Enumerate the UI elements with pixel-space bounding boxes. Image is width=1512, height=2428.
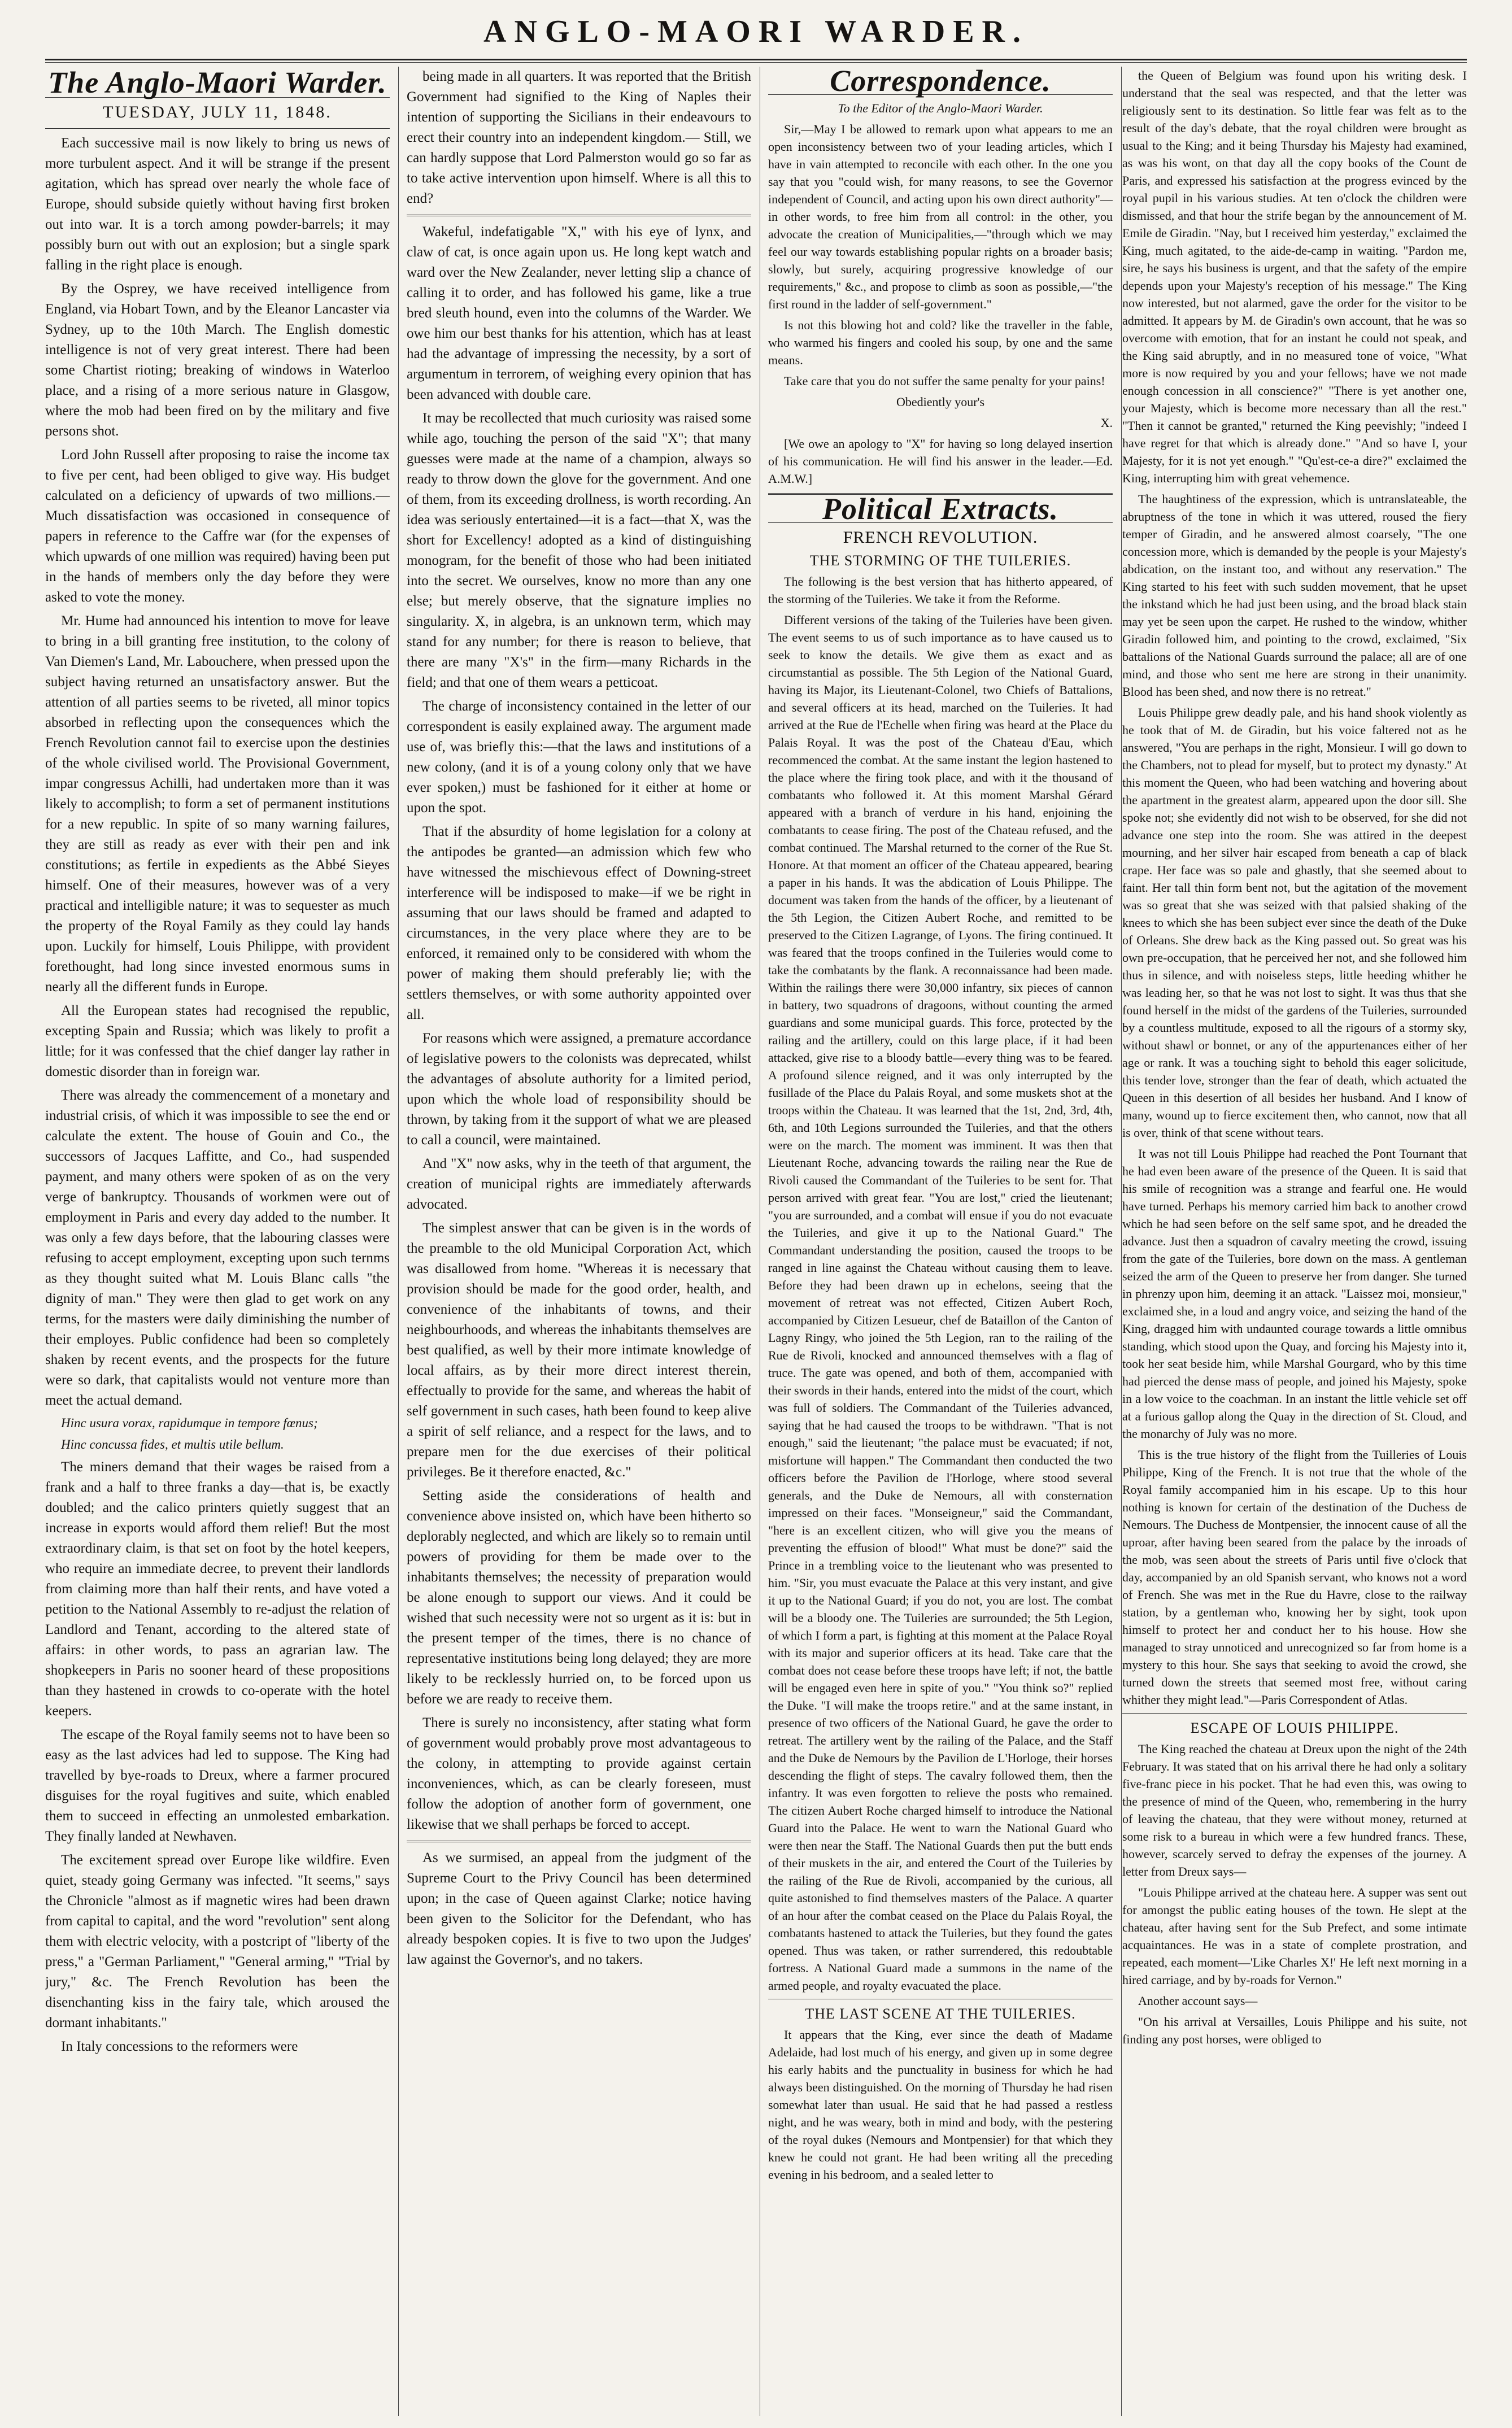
column-separator	[398, 67, 399, 2416]
extract-paragraph: It was not till Louis Philippe had reached the Pont Tournant that he had even been aware of the presence of the Queen. It is said that his smile of recognition was a strange and fearful one. He would have turned. Perhaps his memory carried him back to another crowd which he had seen before on the self same spot, and he dreaded the advance. Just then a squadron of cavalry meeting the crowd, issuing from the gate of the Tuileries, bore down on the mass. A gentleman seized the arm of the Queen to preserve her from danger. She turned in phrenzy upon him, deeming it an attack. "Laissez moi, monsieur," exclaimed she, in a loud and angry voice, and seizing the hand of the King, dragged him with undaunted courage towards a little omnibus standing, which stood upon the Quay, and forcing his Majesty into it, took her seat beside him, while Marshal Gourgard, who by this time had pierced the dense mass of people, and joined his Majesty, spoke in a low voice to the coachman. In an instant the little vehicle set off at a furious gallop along the Quay in the direction of St. Cloud, and the monarchy of July was no more.	[1122, 1147, 1467, 1441]
extract-paragraph: "Louis Philippe arrived at the chateau here. A supper was sent out for amongst the public eating houses of the town. He slept at the chateau, after having sent for the Sub Prefect, and some intimate acquaintances. He was in a state of complete prostration, and repeated, each moment—'Like Charles X!' He left next morning in a hired carriage, and by by-roads for Vernon."	[1122, 1885, 1467, 1987]
extract-paragraph: Different versions of the taking of the Tuileries have been given. The event seems to us of such importance as to have caused us to seek to know the details. We give them as exact and as circumstantial as possible. The 5th Legion of the National Guard, having its Major, its Lieutenant-Colonel, two Chiefs of Battalions, and several officers at its head, marched on the Tuileries. It had arrived at the Rue de l'Echelle when firing was heard at the Place du Palais Royal. It was the post of the Chateau d'Eau, which recommenced the combat. At the same instant the legion hastened to the place where the firing took place, and with it the thousand of combatants who followed it. At this moment Marshal Gérard appeared with a branch of verdure in his hand, enjoining the combatants to cease firing. The post of the Chateau refused, and the combat continued. The Marshal returned to the corner of the Rue St. Honore. At that moment an officer of the Chateau appeared, bearing a paper in his hands. It was the abdication of Louis Philippe. The document was taken from the hands of the officer, by a lieutenant of the 5th Legion, the Citizen Aubert Roche, and remitted to be preserved to the Citizen Lagrange, of Lyons. The firing continued. It was feared that the troops confined in the Tuileries would come to take the combatants by the flank. A reconnaissance had been made. Within the railings there were 30,000 infantry, six pieces of cannon in battery, two squadrons of dragoons, without counting the armed guardians and some municipal guards. This force, protected by the railing and the artillery, could on this large place, if it had been attacked, give rise to a bloody battle—every thing was to be feared. A profound silence reigned, and it was only interrupted by the fusillade of the Place du Palais Royal, and some muskets shot at the troops within the Chateau. It was learned that the 1st, 2nd, 3rd, 4th, 6th, and 10th Legions surrounded the Tuileries, and that the others were on the march. The moment was imminent. It was then that Lieutenant Roche, advancing towards the railing near the Rue de Rivoli caused the Commandant of the Tuileries to be sent for. That person arrived with great fear. "You are lost," cried the lieutenant; "you are surrounded, and a combat will ensue if you do not evacuate the Tuileries, and give it up to the National Guard." The Commandant understanding the position, caused the troops to be ranged in line against the Chateau without causing them to leave. Before they had been drawn up in echelons, seeing that the movement of retreat was not effected, Citizen Aubert Roch, accompanied by Citizen Lesueur, chef de Bataillon of the Canton of Lagny Ringy, who joined the 5th Legion, ran to the railing of the Rue de Rivoli, knocked and announced themselves with a flag of truce. The gate was opened, and both of them, accompanied with their swords in their hands, entered into the midst of the court, which was full of soldiers. The Commandant of the Tuileries advanced, saying that he had caused the troops to be withdrawn. "That is not enough," said the lieutenant; "the palace must be evacuated; if not, misfortune will happen." The Commandant then conducted the two officers before the Pavilion de l'Horloge, where stood several generals, and the Duke de Nemours, all with consternation impressed on their faces. "Monseigneur," said the Commandant, "here is an excellent citizen, who will give you the means of preventing the effusion of blood!" What must be done?" said the Prince in a trembling voice to the lieutenant who was presented to him. "Sir, you must evacuate the Palace at this very instant, and give it up to the National Guard; if you do not, you are lost. The combat will be a bloody one. The Tuileries are surrounded; the 5th Legion, of which I form a part, is fighting at this moment at the Palace Royal with its major and superior officers at its head. Take care that the combat does not cease before these troops have left; if not, the battle will be engaged even here in spite of you." "You think so?" replied the Duke. "I will make the troops retire." and at the same instant, in presence of two officers of the National Guard, he gave the order to retreat. The artillery went by the railing of the Palace, and the Staff and the Duke de Nemours by the Pavilion de L'Horloge, their horses descending the flight of steps. The cavalry followed them, then the infantry. It was even forgotten to relieve the posts who remained. The citizen Aubert Roche charged himself to introduce the National Guard into the Palace. He went to warn the National Guard who were then near the Staff. The National Guards then put the butt ends of their muskets in the air, and entered the Court of the Tuileries by the railing of the Rue de Rivoli, accompanied by the curious, all quite astonished to find themselves masters of the Palace. A quarter of an hour after the combat ceased on the Place du Palais Royal, the combatants hastened to attack the Tuileries, but they found the gates opened. Thus was taken, or rather surrendered, this redoubtable fortress. A National Guard made a summons in the name of the armed people, and royalty evacuated the place.	[768, 613, 1113, 1993]
extract-paragraph: It appears that the King, ever since the death of Madame Adelaide, had lost much of his energy, and given up in some degree his early habits and the punctuality in business for which he had always been distinguished. On the morning of Thursday he had risen somewhat later than usual. He said that he had passed a restless night, and he was weary, both in mind and body, with the pestering of the royal dukes (Nemours and Montpensier) for that which they knew he could not grant. He had been writing all the preceding evening in his bedroom, and a sealed letter to	[768, 2028, 1113, 2182]
article-paragraph: Setting aside the considerations of health and convenience above insisted on, which have been hitherto so deplorably neglected, and which are likely so to remain until powers of providing for them be made over to the inhabitants themselves; the necessity of preparation would be alone enough to support our views. And it could be wished that such necessity were not so urgent as it is: but in the present temper of the times, there is no chance of representative institutions being long delayed; they are more likely to be recklessly hurried on, to be forced upon us before we are ready to receive them.	[407, 1488, 751, 1707]
divider	[407, 215, 751, 216]
masthead: ANGLO-MAORI WARDER.	[483, 14, 1029, 49]
columns	[45, 67, 1467, 2416]
article-paragraph: Mr. Hume had announced his intention to move for leave to bring in a bill granting free institution, to the colony of Van Diemen's Land, Mr. Labouchere, when pressed upon the subject having returned an unsatisfactory answer. But the attention of all parties seems to be riveted, all minor topics absorbed in reflecting upon the consequences which the French Revolution cannot fail to exercise upon the destinies of the whole civilised world. The Provisional Government, impar congressus Achilli, had undertaken more than it was likely to accomplish; to form a set of permanent institutions for a new republic. In spite of so many warning failures, they are still as ready as ever with their pen and ink constitutions; as fertile in expedients as the Abbé Sieyes himself. One of their measures, however was of a very practical and intelligible nature; it was to sequester as much the property of the Royal Family as they could lay hands upon. Luckily for himself, Louis Philippe, with provident forethought, had long since invested enormous sums in nearly all the different funds in Europe.	[45, 613, 390, 995]
extract-paragraph: Another account says—	[1138, 1994, 1258, 2008]
correspondence-heading: Correspondence.	[830, 67, 1051, 98]
masthead-rule-thin	[45, 62, 1467, 63]
editor-note: [We owe an apology to "X" for having so long delayed insertion of his communication. He will find his answer in the leader.—Ed. A.M.W.]	[768, 437, 1113, 486]
column-1	[45, 67, 390, 2416]
letter-paragraph: Sir,—May I be allowed to remark upon what appears to me an open inconsistency between two of your leading articles, which I have in vain attempted to reconcile with each other. In the one you say that you "could wish, for many reasons, to see the Governor independent of Council, and acting upon his own direct authority"—in other words, to free him from all control: in the other, you advocate the creation of Municipalities,—"through which we may feel our way towards establishing popular rights on a broader basis; slowly, but surely, acquiring progressive knowledge of our requirements," &c., and propose to climb as soon as possible,—"the first round in the ladder of self-government."	[768, 122, 1113, 311]
article-paragraph: The miners demand that their wages be raised from a frank and a half to three franks a day—that is, be exactly doubled; and the calico printers quietly suggest that an increase in exports would afford them relief! But the most extraordinary claim, is that set on foot by the hotel keepers, who require an immediate decree, to prevent their landlords from claiming more than half their rents, and have voted a petition to the National Assembly to re-adjust the relation of Landlord and Tenant, according to the altered state of affairs: in other words, to pass an agrarian law. The shopkeepers in Paris no sooner heard of these propositions than they hastened in crowds to co-operate with the hotel keepers.	[45, 1459, 390, 1719]
article-paragraph: The escape of the Royal family seems not to have been so easy as the last advices had led to suppose. The King had travelled by bye-roads to Dreux, where a farmer procured disguises for the royal fugitives and suite, which enabled them to succeed in effecting an unmolested embarkation. They finally landed at Newhaven.	[45, 1727, 390, 1844]
masthead-rule	[45, 59, 1467, 60]
article-paragraph: That if the absurdity of home legislation for a colony at the antipodes be granted—an admission which few who have witnessed the mischievous effect of Downing-street interference will be indisposed to make—if we be right in assuming that our laws should be framed and adapted to circumstances, in the very place where they are to be enforced, it remained only to be considered with whom the power of making them should preferably lie; with the settlers themselves, or with some authority appointed over all.	[407, 824, 751, 1022]
article-paragraph: The simplest answer that can be given is in the words of the preamble to the old Municipal Corporation Act, which was disallowed from home. "Whereas it is necessary that provision should be made for the good order, health, and convenience of the inhabitants of towns, and their neighbourhoods, and whereas the inhabitants themselves are best qualified, as well by their more intimate knowledge of local affairs, as by their more direct interest therein, effectually to provide for the same, and whereas the habit of self government in such cases, hath been found to keep alive a spirit of self reliance, and a respect for the laws, and to prepare men for the due exercises of their political privileges. Be it therefore enacted, &c."	[407, 1220, 751, 1480]
article-paragraph: All the European states had recognised the republic, excepting Spain and Russia; which was likely to profit a little; for it was confessed that the chief danger lay rather in domestic disorder than in foreign war.	[45, 1003, 390, 1079]
article-paragraph: Wakeful, indefatigable "X," with his eye of lynx, and claw of cat, is once again upon us. He long kept watch and ward over the New Zealander, never letting slip a chance of calling it to order, and has followed his game, like a true bred sleuth hound, even into the columns of the Warder. We owe him our best thanks for his attention, which has at least had the advantage of impressing the necessity, by a sort of argumentum in terrorem, of weighing every opinion that has been advanced with double care.	[407, 224, 751, 402]
column-2	[407, 67, 751, 2416]
divider	[407, 1841, 751, 1842]
latin-verse: Hinc usura vorax, rapidumque in tempore fœnus;	[61, 1416, 318, 1430]
article-paragraph: The charge of inconsistency contained in the letter of our correspondent is easily explained away. The argument made use of, was briefly this:—that the laws and institutions of a new colony, (and it is of a young colony only that we have ever spoken,) must be fashioned for it either at home or upon the spot.	[407, 699, 751, 816]
article-paragraph: The excitement spread over Europe like wildfire. Even quiet, steady going Germany was infected. "It seems," says the Chronicle "almost as if magnetic wires had been drawn from capital to capital, and the word "revolution" sent along them with electric velocity, with a postcript of "liberty of the press," a "German Parliament," "General arming," "Trial by jury," &c. The French Revolution has been the disenchanting kiss in the fairy tale, which aroused the dormant inhabitants."	[45, 1852, 390, 2030]
column-separator	[1121, 67, 1122, 2416]
section-subheading: THE LAST SCENE AT THE TUILERIES.	[805, 2006, 1076, 2022]
section-subheading: THE STORMING OF THE TUILERIES.	[809, 552, 1071, 569]
letter-paragraph: Is not this blowing hot and cold? like the traveller in the fable, who warmed his fingers and cooled his soup, by one and the same means.	[768, 318, 1113, 367]
divider	[1122, 1713, 1467, 1714]
article-paragraph: Lord John Russell after proposing to raise the income tax to five per cent, had been obliged to give way. His budget calculated on a deficiency of upwards of two millions.— Much dissatisfaction was occasioned in consequence of papers in reference to the Caffre war (for the expenses of which upwards of one million was required) having been put in the hands of members only the day before they were asked to vote the money.	[45, 447, 390, 605]
divider	[45, 128, 390, 129]
article-paragraph: It may be recollected that much curiosity was raised some while ago, touching the person of the said "X"; that many guesses were made at the name of a champion, always so ready to throw down the glove for the government. And one of them, from its exceeding drollness, is worth recording. An idea was seriously entertained—it is a fact—that X, was the short for Excellency! adopted as a kind of distinguishing monogram, for the benefit of those who had been initiated into the secret. We ourselves, know no more than any one else; but merely observe, that the signature implies no singularity. X, in algebra, is an unknown term, which may stand for any number; for there is reason to believe, that there are many "X's" in the firm—many Richards in the field; and that one of them wears a petticoat.	[407, 411, 751, 690]
extract-paragraph: This is the true history of the flight from the Tuilleries of Louis Philippe, King of the French. It is not true that the whole of the Royal family accompanied him in his escape. Up to this hour nothing is known for certain of the destination of the Duchess de Nemours. The Duchess de Montpensier, the innocent cause of all the uproar, after having been seared from the palace by the inroads of the mob, was seen about the streets of Paris until five o'clock that day, accompanied by an old Spanish servant, who knows not a word of French. She was met in the Rue du Havre, close to the railway station, by a gentleman who, knowing her by sight, took upon himself to protect her and conduct her to his house. How she managed to stray unnoticed and unrecognized so far from home is a mystery to this hour. She says that seeking to avoid the crowd, she turned down the streets that seemed most free, without caring whither they might lead."—Paris Correspondent of Atlas.	[1122, 1448, 1467, 1707]
extract-paragraph: Louis Philippe grew deadly pale, and his hand shook violently as he took that of M. de Giradin, but his voice faltered not as he answered, "You are perhaps in the right, Monsieur. I will go down to the Chambers, not to plead for myself, but to protect my dynasty." At this moment the Queen, who had been watching and hovering about the apartment in the greatest alarm, appeared upon the door sill. She spoke not; she evidently did not wish to be observed, for she did not advance one step into the room. She was attired in the deepest mourning, and her silver hair escaped from beneath a cap of black crape. Her face was so pale and ghastly, that she seemed about to faint. Her tall thin form bent not, but the agitation of the movement was so great that she was seized with that palsied shaking of the knees to which she has been subject ever since the death of the Duke of Orleans. She drew back as the King passed out. So great was his own pre-occupation, that he perceived her not, and she followed him thus in silence, and with noiseless steps, little heeding whither he was leading her, so that he was not lost to sight. It was thus that she found herself in the midst of the gardens of the Tuileries, surrounded by a countless multitude, exposed to all the rigours of a stormy sky, without shawl or bonnet, or any of the appurtenances either of her age or rank. It was a touching sight to behold this eager solicitude, this tender love, stronger than the fear of death, which actuated the Queen in this desertion of all besides her husband. And I know of many, wound up to fierce excitement then, who cannot, now that all is over, think of that scene without tears.	[1122, 705, 1467, 1140]
article-paragraph: There is surely no inconsistency, after stating what form of government would probably prove most advantageous to the colony, in attempting to provide against certain inconveniences, which, as can be clearly foreseen, must follow the adoption of another form of government, one likewise that we shall perhaps be forced to accept.	[407, 1715, 751, 1832]
article-paragraph: being made in all quarters. It was reported that the British Government had signified to the King of Naples their intention of supporting the Sicilians in their endeavours to erect their country into an independent kingdom.— Still, we can hardly suppose that Lord Palmerston would go so far as to take active intervention upon himself. Where is all this to end?	[407, 69, 751, 206]
letter-signoff: Obediently your's	[896, 395, 985, 409]
letter-signature: X.	[1100, 416, 1113, 430]
article-paragraph: There was already the commencement of a monetary and industrial crisis, of which it was impossible to see the end or calculate the extent. The house of Gouin and Co., the successors of Jacques Laffitte, and Co., had suspended payment, and many others were spoken of as on the very verge of bankruptcy. Thousands of workmen were out of employment in Paris and every day added to the number. It was only a few days before, that the labouring classes were refusing to accept employment, excepting upon such ternms as they thought suited what M. Louis Blanc calls "the dignity of man." They were then glad to get work on any terms, for the masters were daily diminishing the number of their employes. Public confidence had been so completely shaken by recent events, and the prospects for the future were so dark, that capitalists would not venture more than meet the actual demand.	[45, 1088, 390, 1408]
extract-paragraph: the Queen of Belgium was found upon his writing desk. I understand that the seal was respected, and that the letter was religiously sent to its destination. So little fear was felt as to the result of the day's debate, that the royal children were brought as usual to the King; and it being Thursday his Majesty had examined, as was his wont, on that day all the copy books of the Count de Paris, and expressed his satisfaction at the progress evinced by the royal pupil in his various studies. At ten o'clock the children were dismissed, and that hour the strife began by the announcement of M. Emile de Giradin. "Nay, but I received him yesterday," exclaimed the King, much agitated, to the aide-de-camp in waiting. "Pardon me, sire, he says his business is urgent, and that the safety of the empire depends upon your Majesty's reception of his message." The King now interested, but not alarmed, gave the order for the visitor to be admitted. It appears by M. de Giradin's own account, that he was so overcome with emotion, that for an instant he could not speak, and the King said abruptly, and in no measured tone of voice, "What more is now required by you and your fellows; have we not made enough concession in all conscience?" "There is yet another one, your Majesty, which is become more necessary than all the rest." "Then it cannot be granted," returned the King peevishly; "indeed I have regret for that which is already done." "And so have I, your Majesty, for it is not yet enough." "Qu'est-ce-a dire?" exclaimed the King, interrupting him with great vehemence.	[1122, 68, 1467, 485]
letter-paragraph: Take care that you do not suffer the same penalty for your pains!	[784, 374, 1105, 388]
political-extracts-heading: Political Extracts.	[822, 492, 1058, 526]
extract-paragraph: The haughtiness of the expression, which is untranslateable, the abruptness of the tone in which it was uttered, roused the fiery temper of Giradin, and he answered almost coarsely, "The one concession more, which is demanded by the people is your Majesty's abdication, on the instant too, and without any reservation." The King started to his feet with such sudden movement, that he upset the inkstand which he had just been using, and the broad black stain may yet be seen upon the carpet. He rushed to the window, whither Giradin followed him, and pointing to the crowd, exclaimed, "Six battalions of the National Guards surround the palace; all are of one mind, and those who sent me here are strong in their unanimity. Blood has been shed, and now there is no retreat."	[1122, 492, 1467, 699]
extract-paragraph: The King reached the chateau at Dreux upon the night of the 24th February. It was stated that on his arrival there he had only a solitary five-franc piece in his pocket. That he had even this, was owing to the presence of mind of the Queen, who, remembering in the hurry of leaving the chateau, that they were without money, returned at some risk to a bureau in which were a few hundred francs. These, however, scarcely served to defray the expenses of the journey. A letter from Dreux says—	[1122, 1742, 1467, 1878]
article-paragraph: And "X" now asks, why in the teeth of that argument, the creation of municipal rights are immediately afterwards advocated.	[407, 1156, 751, 1212]
column-4	[1122, 67, 1467, 2416]
extract-paragraph: "On his arrival at Versailles, Louis Philippe and his suite, not finding any post horses, were obliged to	[1122, 2015, 1467, 2046]
paper-title: The Anglo-Maori Warder.	[48, 67, 387, 99]
section-heading: FRENCH REVOLUTION.	[843, 528, 1038, 547]
extract-intro: The following is the best version that has hitherto appeared, of the storming of the Tuileries. We take it from the Reforme.	[768, 574, 1113, 606]
article-paragraph: For reasons which were assigned, a premature accordance of legislative powers to the colonists was deprecated, whilst the advantages of absolute authority for a limited period, upon which the whole load of responsibility should be thrown, by taking from it the support of what we are pleased to call a council, were maintained.	[407, 1031, 751, 1148]
issue-date: TUESDAY, JULY 11, 1848.	[103, 103, 332, 121]
article-paragraph: Each successive mail is now likely to bring us news of more turbulent aspect. And it will be strange if the present agitation, which has spread over nearly the whole face of Europe, should subside quietly without having first broken out into war. It is a torch among powder-barrels; it may possibly burn out with out an explosion; but a single spark falling in the right place is enough.	[45, 136, 390, 273]
section-subheading: ESCAPE OF LOUIS PHILIPPE.	[1190, 1720, 1399, 1736]
column-3	[768, 67, 1113, 2416]
letter-address: To the Editor of the Anglo-Maori Warder.	[838, 101, 1043, 115]
article-paragraph: In Italy concessions to the reformers were	[61, 2039, 298, 2054]
article-paragraph: By the Osprey, we have received intelligence from England, via Hobart Town, and by the Eleanor Lancaster via Sydney, up to the 10th March. The English domestic intelligence is not of very great interest. There had been some Chartist rioting; breaking of windows in Waterloo place, and a rising of a more serious nature in Glasgow, where the mob had been fired on by the military and five persons shot.	[45, 281, 390, 439]
article-paragraph: As we surmised, an appeal from the judgment of the Supreme Court to the Privy Council has been determined upon; in the case of Queen against Clarke; notice having been given to the Solicitor for the Defendant, who has already bespoken copies. It is five to two upon the Judges' law against the Governor's, and no takers.	[407, 1850, 751, 1967]
latin-verse: Hinc concussa fides, et multis utile bellum.	[61, 1437, 284, 1451]
